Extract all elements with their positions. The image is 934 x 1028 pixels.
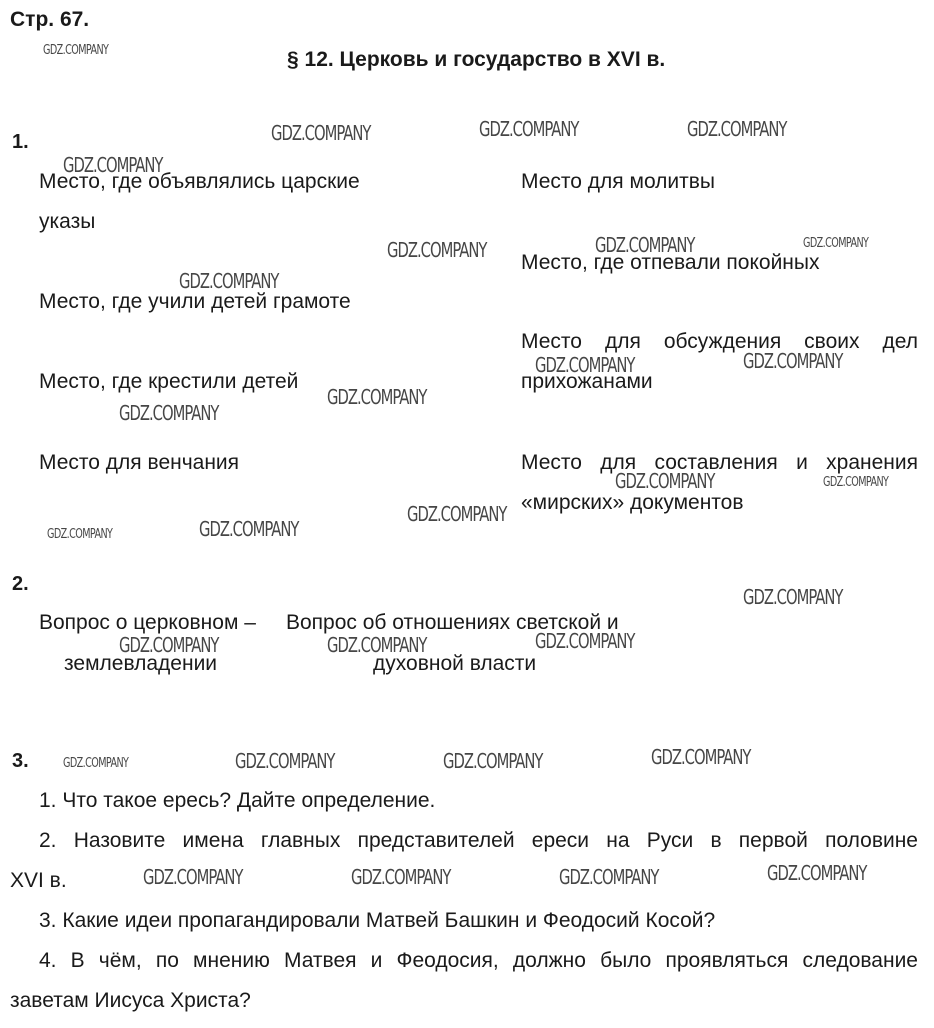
task-3-question-4-line-1: 4. В чём, по мнению Матвея и Феодосия, должно было проявляться следование [39,949,918,972]
watermark: GDZ.COMPANY [823,475,889,490]
task-1-right-item-3-line-1: Место для обсуждения своих дел [521,330,918,353]
watermark: GDZ.COMPANY [535,629,635,653]
task-1-left-item-1-line-2: указы [39,210,96,233]
task-2-right-line-2: духовной власти [373,652,537,675]
watermark: GDZ.COMPANY [179,269,279,293]
watermark: GDZ.COMPANY [63,153,163,177]
task-1-right-item-3-line-2: прихожанами [521,370,653,393]
task-2-number: 2. [12,573,29,595]
watermark: GDZ.COMPANY [271,121,371,145]
watermark: GDZ.COMPANY [559,865,659,889]
task-1-right-item-4-line-1: Место для составления и хранения [521,451,918,474]
watermark: GDZ.COMPANY [143,865,243,889]
watermark: GDZ.COMPANY [43,43,109,58]
watermark: GDZ.COMPANY [407,502,507,526]
task-2-left-line-1: Вопрос о церковном – [39,611,256,634]
watermark: GDZ.COMPANY [615,469,715,493]
task-2-right-line-1: Вопрос об отношениях светской и [286,611,619,634]
task-1-number: 1. [12,131,29,153]
section-title: § 12. Церковь и государство в XVI в. [287,48,666,71]
task-1-right-item-2: Место, где отпевали покойных [521,251,820,274]
task-1-left-item-1-line-1: Место, где объявлялись царские [39,170,360,193]
watermark: GDZ.COMPANY [535,353,635,377]
watermark: GDZ.COMPANY [743,349,843,373]
page-reference: Стр. 67. [10,8,90,31]
watermark: GDZ.COMPANY [119,633,219,657]
task-1-right-item-4-line-2: «мирских» документов [521,491,744,514]
task-1-right-item-1: Место для молитвы [521,170,716,193]
task-3-question-1: 1. Что такое ересь? Дайте определение. [39,789,436,812]
task-3-question-2-line-2: XVI в. [10,869,67,892]
watermark: GDZ.COMPANY [327,385,427,409]
watermark: GDZ.COMPANY [595,233,695,257]
watermark: GDZ.COMPANY [235,749,335,773]
task-1-left-item-3: Место, где крестили детей [39,370,299,393]
watermark: GDZ.COMPANY [743,585,843,609]
watermark: GDZ.COMPANY [651,745,751,769]
watermark: GDZ.COMPANY [47,527,113,542]
watermark: GDZ.COMPANY [387,238,487,262]
task-2-left-line-2: землевладении [64,652,218,675]
watermark: GDZ.COMPANY [63,756,129,771]
task-1-left-item-2: Место, где учили детей грамоте [39,290,351,313]
watermark: GDZ.COMPANY [351,865,451,889]
watermark: GDZ.COMPANY [687,117,787,141]
task-3-question-3: 3. Какие идеи пропагандировали Матвей Башкин и Феодосий Косой? [39,909,716,932]
watermark: GDZ.COMPANY [327,633,427,657]
watermark: GDZ.COMPANY [199,517,299,541]
task-3-number: 3. [12,750,29,772]
task-3-question-4-line-2: заветам Иисуса Христа? [10,989,251,1012]
task-1-left-item-4: Место для венчания [39,451,240,474]
task-3-question-2-line-1: 2. Назовите имена главных представителей ереси на Руси в первой половине [39,829,918,852]
watermark: GDZ.COMPANY [767,861,867,885]
watermark: GDZ.COMPANY [803,236,869,251]
watermark: GDZ.COMPANY [479,117,579,141]
watermark: GDZ.COMPANY [443,749,543,773]
watermark: GDZ.COMPANY [119,401,219,425]
